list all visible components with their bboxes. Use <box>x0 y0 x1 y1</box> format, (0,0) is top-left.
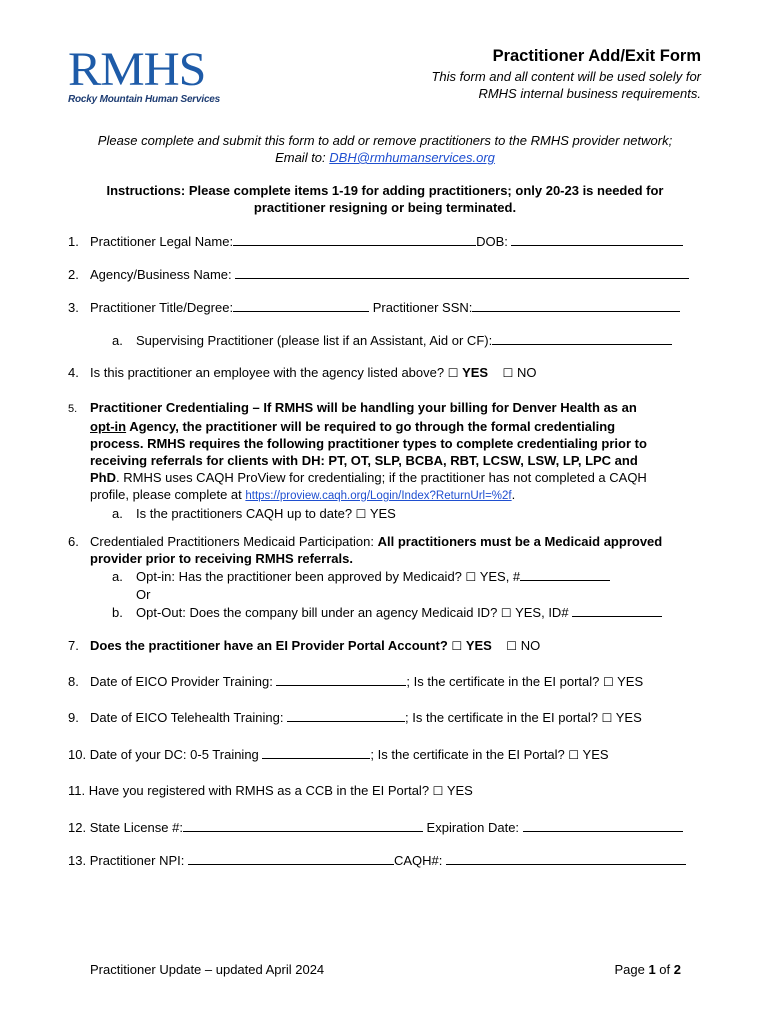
item-3a <box>112 331 672 349</box>
item-1 <box>68 232 683 250</box>
item-number: 7. <box>68 638 79 653</box>
yes-label: YES <box>369 506 396 521</box>
instructions <box>0 182 770 216</box>
medicaid-requirement: All practitioners must be a Medicaid approved <box>377 534 663 549</box>
credentialing-text: PhD <box>90 470 116 485</box>
yes-checkbox[interactable]: ☐ <box>601 711 613 725</box>
no-label: NO <box>520 638 541 653</box>
item-9 <box>68 708 642 727</box>
yes-label: YES <box>617 674 644 689</box>
item-number: 11. <box>68 783 86 798</box>
certificate-question: ; Is the certificate in the EI portal? <box>406 674 603 689</box>
eico-telehealth-date-field[interactable] <box>287 708 405 722</box>
title-degree-label: Practitioner Title/Degree: <box>90 300 234 315</box>
credentialing-text: Agency, the practitioner will be required to go through the formal credentialing <box>126 419 616 434</box>
yes-label: YES <box>462 365 489 380</box>
form-title: Practitioner Add/Exit Form <box>492 47 701 65</box>
medicaid-number-field[interactable] <box>520 567 610 581</box>
yes-checkbox[interactable]: ☐ <box>568 748 580 762</box>
form-subtitle-line2: RMHS internal business requirements. <box>478 86 701 101</box>
ssn-label: Practitioner SSN: <box>369 300 473 315</box>
dc05-training-label: Date of your DC: 0-5 Training <box>89 747 263 762</box>
agency-name-label: Agency/Business Name: <box>90 267 236 282</box>
page-label: Page <box>614 962 649 977</box>
ei-portal-question: Does the practitioner have an EI Provider Portal Account? <box>90 638 452 653</box>
yes-checkbox[interactable]: ☐ <box>432 784 444 798</box>
title-degree-field[interactable] <box>233 298 369 312</box>
expiration-date-field[interactable] <box>523 818 683 832</box>
item-13 <box>68 851 686 869</box>
item-7 <box>68 637 540 655</box>
yes-label: YES, # <box>479 569 521 584</box>
item-number: 4. <box>68 365 79 380</box>
yes-label: YES <box>615 710 642 725</box>
credentialing-text: profile, please complete at <box>90 487 246 502</box>
caqh-number-field[interactable] <box>446 851 686 865</box>
item-number: 3. <box>68 300 79 315</box>
page-number: 1 <box>648 962 656 977</box>
email-link[interactable]: DBH@rmhumanservices.org <box>329 150 495 165</box>
no-checkbox[interactable]: ☐ <box>506 639 518 653</box>
caqh-yes-checkbox[interactable]: ☐ <box>355 507 367 521</box>
state-license-label: State License #: <box>89 820 183 835</box>
state-license-field[interactable] <box>183 818 423 832</box>
footer-update-note: Practitioner Update – updated April 2024 <box>90 962 325 977</box>
opt-out-question: Opt-Out: Does the company bill under an agency Medicaid ID? <box>136 605 501 620</box>
yes-label: YES, ID# <box>515 605 573 620</box>
ccb-question: Have you registered with RMHS as a CCB in the EI Portal? <box>88 783 433 798</box>
page-of: of <box>655 962 674 977</box>
item-5: 5. Practitioner Credentialing – If RMHS will be handling your billing for Denver Health as an opt-in Agency, the practitioner will be required to go through the formal credentialing process. RMHS requires the following practitioner types to complete credentialing prior to receiving referrals for clients with DH: PT, OT, SLP, BCBA, RBT, LCSW, LSW, LP, LPC and PhD. RMHS uses CAQH ProView for credentialing; if the practitioner has not completed a CAQH profile, please complete at https://proview.caqh.org/Login/Index?ReturnUrl=%2f. a. Is the practitioners CAQH up to date? ☐ YES <box>68 400 647 521</box>
yes-checkbox[interactable]: ☐ <box>451 639 463 653</box>
npi-label: Practitioner NPI: <box>89 853 188 868</box>
credentialing-text: Practitioner Credentialing – If RMHS will be handling your billing for Denver Health as an <box>90 400 637 415</box>
sub-item-letter: b. <box>112 605 123 620</box>
opt-in-question: Opt-in: Has the practitioner been approved by Medicaid? <box>136 569 466 584</box>
item-number: 6. <box>68 534 79 549</box>
item-number: 9. <box>68 710 79 725</box>
legal-name-field[interactable] <box>233 232 476 246</box>
caqh-link[interactable]: https://proview.caqh.org/Login/Index?ReturnUrl=%2f <box>245 490 512 502</box>
caqh-number-label: CAQH#: <box>393 853 446 868</box>
intro-text <box>0 132 770 166</box>
npi-field[interactable] <box>188 851 394 865</box>
item-number: 1. <box>68 234 79 249</box>
item-8 <box>68 672 643 691</box>
item-10 <box>68 745 609 764</box>
credentialing-text: . RMHS uses CAQH ProView for credentialing; if the practitioner has not completed a CAQH <box>116 470 647 485</box>
item-3 <box>68 298 680 316</box>
employee-question: Is this practitioner an employee with the agency listed above? <box>90 365 448 380</box>
agency-name-field[interactable] <box>235 265 689 279</box>
no-label: NO <box>516 365 537 380</box>
rmhs-logo-subtitle: Rocky Mountain Human Services <box>68 94 221 105</box>
item-number: 2. <box>68 267 79 282</box>
intro-line: Please complete and submit this form to add or remove practitioners to the RMHS provider network; <box>97 133 673 148</box>
dc05-training-date-field[interactable] <box>262 745 370 759</box>
item-11 <box>68 782 473 800</box>
page-indicator <box>614 962 681 977</box>
eico-provider-label: Date of EICO Provider Training: <box>90 674 277 689</box>
yes-checkbox[interactable]: ☐ <box>602 675 614 689</box>
instructions-line1: Instructions: Please complete items 1-19 for adding practitioners; only 20-23 is needed for <box>106 183 664 198</box>
ssn-field[interactable] <box>472 298 680 312</box>
caqh-question: Is the practitioners CAQH up to date? <box>136 506 356 521</box>
item-number: 10. <box>68 747 87 762</box>
no-checkbox[interactable]: ☐ <box>502 366 514 380</box>
eico-telehealth-label: Date of EICO Telehealth Training: <box>90 710 288 725</box>
supervising-field[interactable] <box>492 331 672 345</box>
email-label: Email to: <box>275 150 330 165</box>
supervising-label: Supervising Practitioner (please list if an Assistant, Aid or CF): <box>136 333 493 348</box>
opt-in-yes-checkbox[interactable]: ☐ <box>465 570 477 584</box>
sub-item-letter: a. <box>112 506 123 521</box>
opt-in-term: opt-in <box>90 419 127 434</box>
credentialing-text: receiving referrals for clients with DH: PT, OT, SLP, BCBA, RBT, LCSW, LSW, LP, LPC and <box>90 453 638 468</box>
form-subtitle-line1: This form and all content will be used solely for <box>431 69 701 84</box>
item-12 <box>68 818 683 836</box>
medicaid-requirement: provider prior to receiving RMHS referrals. <box>90 551 353 566</box>
item-number: 8. <box>68 674 79 689</box>
yes-label: YES <box>446 783 473 798</box>
legal-name-label: Practitioner Legal Name: <box>90 234 234 249</box>
opt-out-yes-checkbox[interactable]: ☐ <box>500 606 512 620</box>
page-total: 2 <box>673 962 681 977</box>
item-6 <box>68 533 718 622</box>
yes-label: YES <box>582 747 609 762</box>
item-number: 12. <box>68 820 87 835</box>
expiration-date-label: Expiration Date: <box>422 820 523 835</box>
item-number: 5. <box>68 403 78 415</box>
medicaid-id-field[interactable] <box>572 603 662 617</box>
medicaid-label: Credentialed Practitioners Medicaid Participation: <box>90 534 378 549</box>
rmhs-logo: RMHS <box>68 43 206 96</box>
certificate-question: ; Is the certificate in the EI Portal? <box>370 747 569 762</box>
instructions-line2: practitioner resigning or being terminated. <box>253 200 517 215</box>
yes-checkbox[interactable]: ☐ <box>447 366 459 380</box>
item-number: 13. <box>68 853 87 868</box>
eico-provider-date-field[interactable] <box>276 672 406 686</box>
form-subtitle <box>431 68 701 102</box>
item-2 <box>68 265 689 283</box>
item-4 <box>68 364 536 382</box>
yes-label: YES <box>465 638 492 653</box>
sub-item-letter: a. <box>112 333 123 348</box>
dob-label: DOB: <box>476 234 512 249</box>
dob-field[interactable] <box>511 232 683 246</box>
sub-item-letter: a. <box>112 569 123 584</box>
certificate-question: ; Is the certificate in the EI portal? <box>405 710 602 725</box>
or-text: Or <box>136 587 151 602</box>
credentialing-text: process. RMHS requires the following practitioner types to complete credentialing prior to <box>90 436 647 451</box>
